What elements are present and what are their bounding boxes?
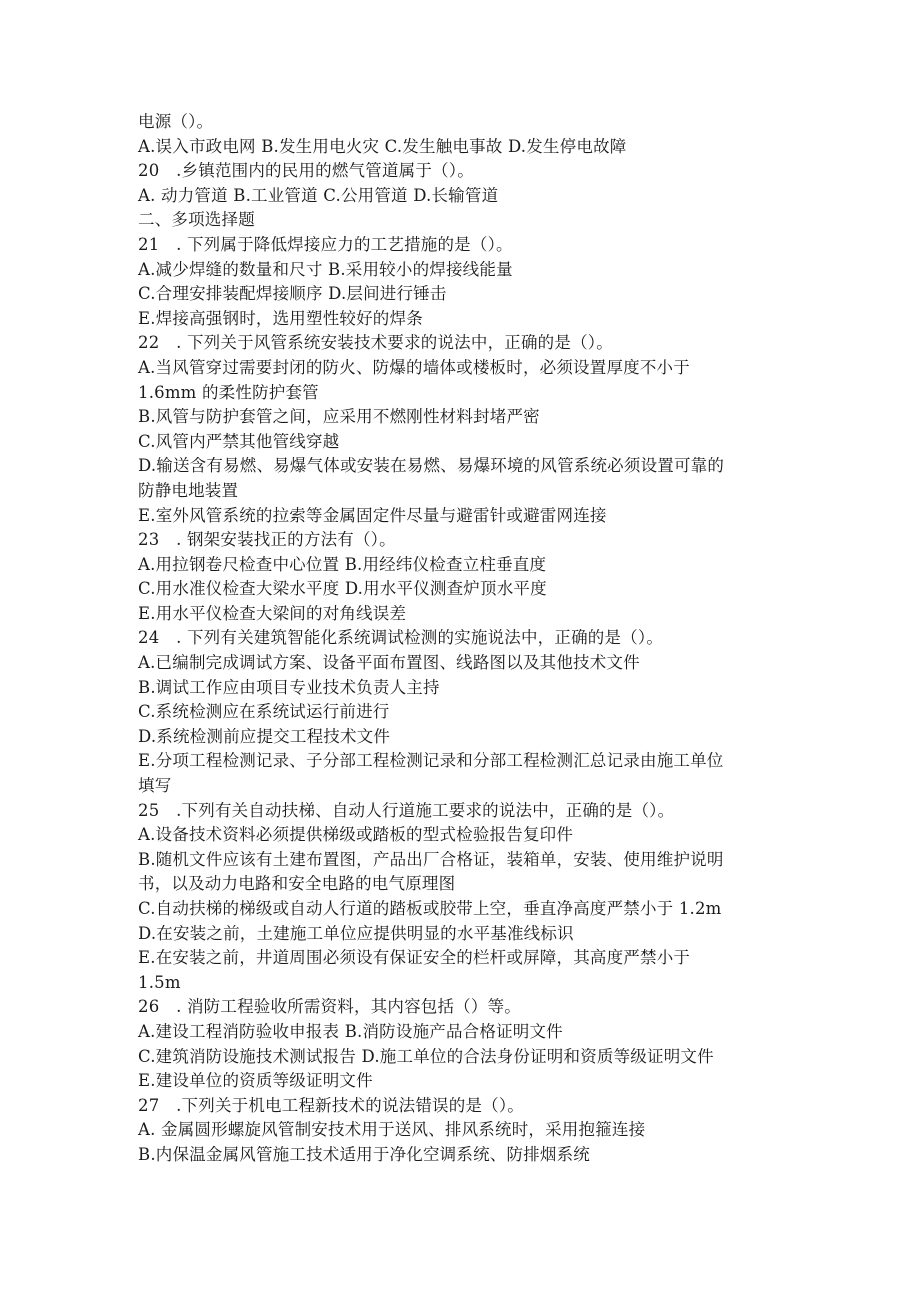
- text-line: 填写: [138, 776, 172, 796]
- text-line: D.在安装之前，土建施工单位应提供明显的水平基准线标识: [138, 923, 574, 943]
- text-line: 1.5m: [138, 972, 181, 992]
- question-line: 23 . 钢架安装找正的方法有（）。: [138, 530, 396, 550]
- question-line: 25 .下列有关自动扶梯、自动人行道施工要求的说法中，正确的是（）。: [138, 800, 675, 820]
- text-line: A.建设工程消防验收申报表 B.消防设施产品合格证明文件: [138, 1021, 563, 1041]
- text-line: E.焊接高强钢时，选用塑性较好的焊条: [138, 308, 423, 328]
- text-line: C.用水准仪检查大梁水平度 D.用水平仪测查炉顶水平度: [138, 579, 547, 599]
- text-line: B.内保温金属风管施工技术适用于净化空调系统、防排烟系统: [138, 1144, 590, 1164]
- text-line: A. 金属圆形螺旋风管制安技术用于送风、排风系统时，采用抱箍连接: [138, 1120, 646, 1140]
- text-line: B.风管与防护套管之间，应采用不燃刚性材料封堵严密: [138, 407, 540, 427]
- text-line: C.风管内严禁其他管线穿越: [138, 431, 340, 451]
- text-line: D.系统检测前应提交工程技术文件: [138, 726, 391, 746]
- text-line: C.合理安排装配焊接顺序 D.层间进行锤击: [138, 284, 447, 304]
- question-line: 21 . 下列属于降低焊接应力的工艺措施的是（）。: [138, 234, 513, 254]
- exam-text-body: [138, 110, 798, 1168]
- text-line: 电源（）。: [138, 112, 214, 131]
- question-line: 26 . 消防工程验收所需资料，其内容包括（）等。: [138, 997, 521, 1017]
- text-line: C.建筑消防设施技术测试报告 D.施工单位的合法身份证明和资质等级证明文件: [138, 1046, 714, 1066]
- text-line: B.调试工作应由项目专业技术负责人主持: [138, 677, 440, 697]
- question-line: 22 . 下列关于风管系统安装技术要求的说法中，正确的是（）。: [138, 333, 613, 353]
- text-line: 1.6mm 的柔性防护套管: [138, 382, 319, 402]
- text-line: A.已编制完成调试方案、设备平面布置图、线路图以及其他技术文件: [138, 653, 640, 673]
- section-heading: 二、多项选择题: [138, 210, 255, 230]
- text-line: D.输送含有易燃、易爆气体或安装在易燃、易爆环境的风管系统必须设置可靠的: [138, 456, 725, 476]
- text-line: A.用拉钢卷尺检查中心位置 B.用经纬仪检查立柱垂直度: [138, 554, 547, 574]
- text-line: B.随机文件应该有土建布置图，产品出厂合格证，装箱单，安装、使用维护说明: [138, 849, 724, 869]
- text-line: E.建设单位的资质等级证明文件: [138, 1071, 373, 1091]
- text-line: C.自动扶梯的梯级或自动人行道的踏板或胶带上空，垂直净高度严禁小于 1.2m: [138, 899, 722, 918]
- text-line: C.系统检测应在系统试运行前进行: [138, 702, 390, 722]
- text-line: A.设备技术资料必须提供梯级或踏板的型式检验报告复印件: [138, 825, 574, 845]
- text-line: A. 动力管道 B.工业管道 C.公用管道 D.长输管道: [138, 185, 499, 205]
- text-line: A.减少焊缝的数量和尺寸 B.采用较小的焊接线能量: [138, 259, 513, 279]
- text-line: E.用水平仪检查大梁间的对角线误差: [138, 603, 407, 623]
- text-line: A.当风管穿过需要封闭的防火、防爆的墙体或楼板时，必须设置厚度不小于: [138, 357, 690, 377]
- question-line: 27 .下列关于机电工程新技术的说法错误的是（）。: [138, 1095, 524, 1115]
- text-line: E.分项工程检测记录、子分部工程检测记录和分部工程检测汇总记录由施工单位: [138, 751, 724, 771]
- text-line: 书，以及动力电路和安全电路的电气原理图: [138, 874, 456, 894]
- text-line: A.误入市政电网 B.发生用电火灾 C.发生触电事故 D.发生停电故障: [138, 136, 627, 156]
- question-line: 20 .乡镇范围内的民用的燃气管道属于（）。: [138, 161, 474, 181]
- text-line: E.在安装之前，井道周围必须设有保证安全的栏杆或屏障，其高度严禁小于: [138, 948, 691, 968]
- text-line: E.室外风管系统的拉索等金属固定件尽量与避雷针或避雷网连接: [138, 505, 607, 525]
- question-line: 24 . 下列有关建筑智能化系统调试检测的实施说法中，正确的是（）。: [138, 628, 664, 648]
- text-line: 防静电地装置: [138, 480, 239, 500]
